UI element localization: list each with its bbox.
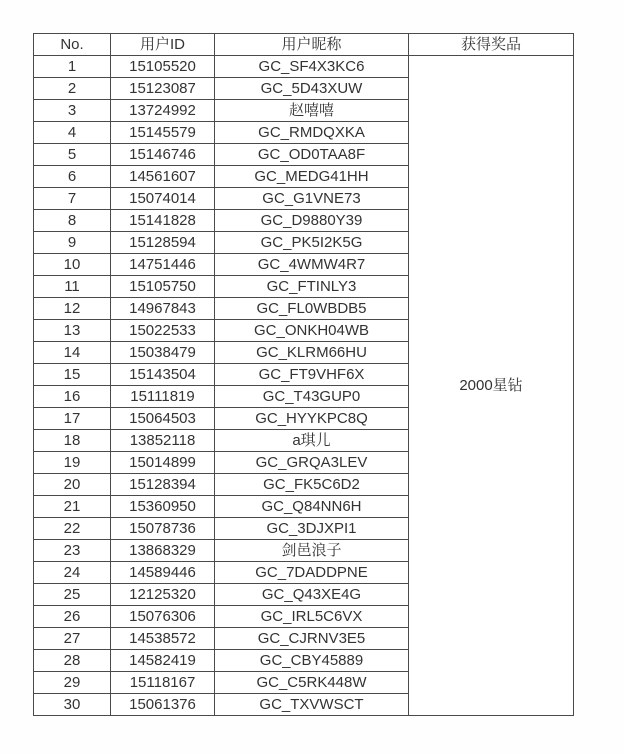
- cell-no: 4: [34, 122, 111, 144]
- cell-user-id: 12125320: [111, 584, 215, 606]
- cell-nickname: GC_FL0WBDB5: [215, 298, 409, 320]
- cell-user-id: 15064503: [111, 408, 215, 430]
- cell-user-id: 15128594: [111, 232, 215, 254]
- cell-nickname: GC_C5RK448W: [215, 672, 409, 694]
- cell-user-id: 15038479: [111, 342, 215, 364]
- cell-user-id: 15118167: [111, 672, 215, 694]
- header-nickname: 用户昵称: [215, 34, 409, 56]
- cell-user-id: 14589446: [111, 562, 215, 584]
- cell-user-id: 14538572: [111, 628, 215, 650]
- header-row: [34, 34, 574, 56]
- cell-nickname: GC_MEDG41HH: [215, 166, 409, 188]
- cell-user-id: 13724992: [111, 100, 215, 122]
- cell-user-id: 15078736: [111, 518, 215, 540]
- cell-nickname: GC_KLRM66HU: [215, 342, 409, 364]
- cell-no: 13: [34, 320, 111, 342]
- cell-nickname: GC_T43GUP0: [215, 386, 409, 408]
- cell-no: 15: [34, 364, 111, 386]
- cell-no: 30: [34, 694, 111, 716]
- table-body: [34, 56, 574, 716]
- cell-no: 7: [34, 188, 111, 210]
- cell-no: 10: [34, 254, 111, 276]
- cell-user-id: 15145579: [111, 122, 215, 144]
- prize-cell: 2000星钻: [409, 56, 574, 716]
- cell-nickname: GC_CBY45889: [215, 650, 409, 672]
- cell-user-id: 15146746: [111, 144, 215, 166]
- cell-nickname: GC_OD0TAA8F: [215, 144, 409, 166]
- cell-user-id: 14582419: [111, 650, 215, 672]
- cell-no: 24: [34, 562, 111, 584]
- cell-user-id: 15143504: [111, 364, 215, 386]
- cell-user-id: 15360950: [111, 496, 215, 518]
- cell-nickname: GC_Q84NN6H: [215, 496, 409, 518]
- cell-nickname: GC_4WMW4R7: [215, 254, 409, 276]
- cell-user-id: 14751446: [111, 254, 215, 276]
- cell-nickname: GC_FTINLY3: [215, 276, 409, 298]
- cell-no: 25: [34, 584, 111, 606]
- cell-user-id: 15111819: [111, 386, 215, 408]
- cell-user-id: 15105750: [111, 276, 215, 298]
- header-user-id: 用户ID: [111, 34, 215, 56]
- cell-no: 3: [34, 100, 111, 122]
- cell-no: 5: [34, 144, 111, 166]
- cell-no: 16: [34, 386, 111, 408]
- cell-no: 8: [34, 210, 111, 232]
- cell-nickname: GC_CJRNV3E5: [215, 628, 409, 650]
- cell-no: 6: [34, 166, 111, 188]
- cell-nickname: 赵嘻嘻: [215, 100, 409, 122]
- cell-no: 11: [34, 276, 111, 298]
- cell-no: 22: [34, 518, 111, 540]
- cell-user-id: 13852118: [111, 430, 215, 452]
- cell-no: 21: [34, 496, 111, 518]
- cell-user-id: 15141828: [111, 210, 215, 232]
- cell-nickname: GC_GRQA3LEV: [215, 452, 409, 474]
- cell-no: 26: [34, 606, 111, 628]
- cell-user-id: 15074014: [111, 188, 215, 210]
- cell-no: 23: [34, 540, 111, 562]
- cell-user-id: 15076306: [111, 606, 215, 628]
- cell-user-id: 15061376: [111, 694, 215, 716]
- cell-nickname: GC_IRL5C6VX: [215, 606, 409, 628]
- cell-nickname: GC_7DADDPNE: [215, 562, 409, 584]
- cell-user-id: 13868329: [111, 540, 215, 562]
- cell-user-id: 15014899: [111, 452, 215, 474]
- cell-no: 20: [34, 474, 111, 496]
- cell-user-id: 14967843: [111, 298, 215, 320]
- cell-nickname: 剑邑浪子: [215, 540, 409, 562]
- cell-nickname: GC_SF4X3KC6: [215, 56, 409, 78]
- cell-nickname: GC_FK5C6D2: [215, 474, 409, 496]
- cell-nickname: GC_ONKH04WB: [215, 320, 409, 342]
- table-row: [34, 56, 574, 78]
- cell-nickname: GC_TXVWSCT: [215, 694, 409, 716]
- cell-nickname: GC_G1VNE73: [215, 188, 409, 210]
- cell-nickname: GC_FT9VHF6X: [215, 364, 409, 386]
- cell-no: 17: [34, 408, 111, 430]
- cell-user-id: 15022533: [111, 320, 215, 342]
- cell-nickname: GC_HYYKPC8Q: [215, 408, 409, 430]
- cell-no: 29: [34, 672, 111, 694]
- cell-no: 1: [34, 56, 111, 78]
- cell-no: 12: [34, 298, 111, 320]
- cell-user-id: 14561607: [111, 166, 215, 188]
- cell-nickname: GC_3DJXPI1: [215, 518, 409, 540]
- cell-no: 9: [34, 232, 111, 254]
- cell-nickname: a琪儿: [215, 430, 409, 452]
- cell-nickname: GC_RMDQXKA: [215, 122, 409, 144]
- cell-no: 28: [34, 650, 111, 672]
- header-prize: 获得奖品: [409, 34, 574, 56]
- cell-nickname: GC_Q43XE4G: [215, 584, 409, 606]
- winners-table: [33, 33, 574, 716]
- header-no: No.: [34, 34, 111, 56]
- cell-user-id: 15128394: [111, 474, 215, 496]
- cell-no: 19: [34, 452, 111, 474]
- cell-no: 2: [34, 78, 111, 100]
- cell-nickname: GC_PK5I2K5G: [215, 232, 409, 254]
- cell-user-id: 15123087: [111, 78, 215, 100]
- cell-nickname: GC_D9880Y39: [215, 210, 409, 232]
- cell-no: 18: [34, 430, 111, 452]
- cell-no: 27: [34, 628, 111, 650]
- cell-no: 14: [34, 342, 111, 364]
- cell-nickname: GC_5D43XUW: [215, 78, 409, 100]
- cell-user-id: 15105520: [111, 56, 215, 78]
